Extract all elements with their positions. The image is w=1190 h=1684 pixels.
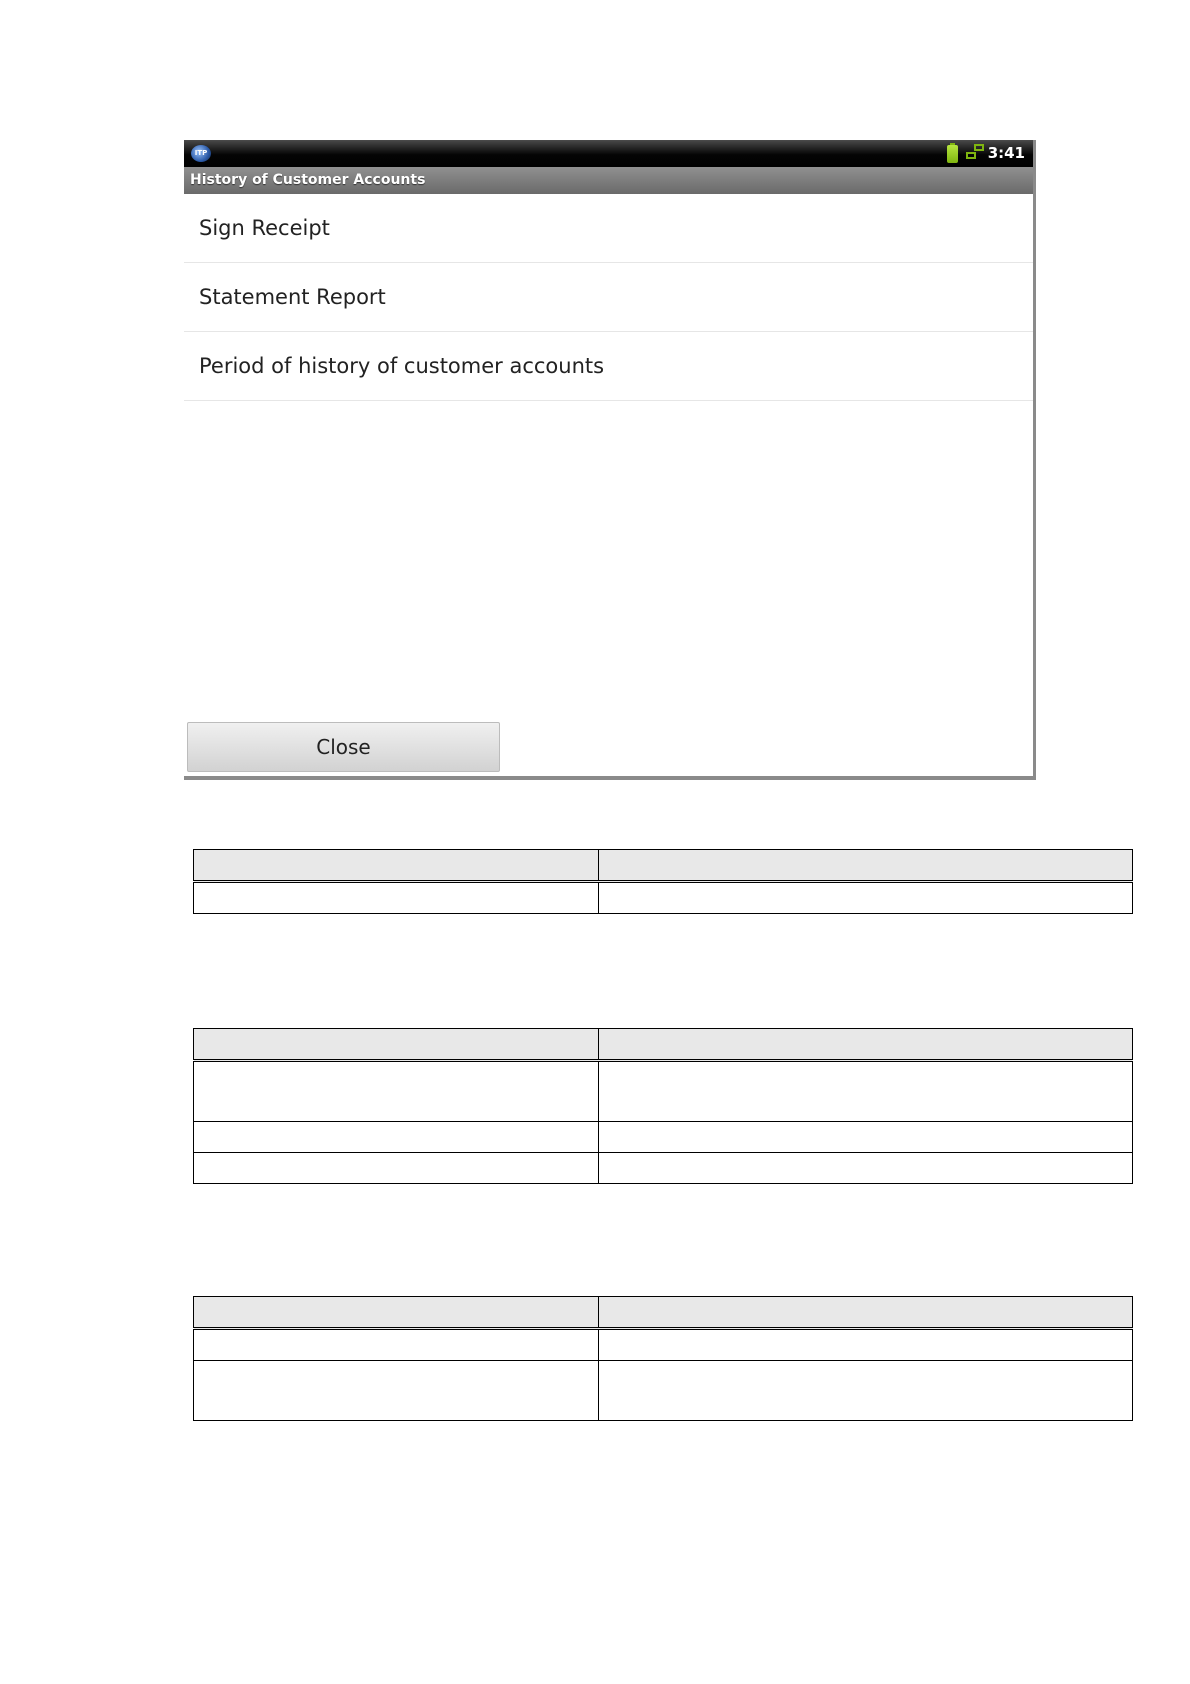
table-cell xyxy=(194,1329,599,1361)
status-bar xyxy=(184,140,1033,167)
table-cell xyxy=(599,882,1133,914)
table-header-row xyxy=(194,1297,1133,1329)
table-cell xyxy=(599,1122,1133,1153)
table-cell xyxy=(194,882,599,914)
device-screenshot xyxy=(184,140,1036,780)
doc-table-3 xyxy=(193,1296,1133,1421)
doc-table-2 xyxy=(193,1028,1133,1184)
header-cell xyxy=(194,1029,599,1061)
table-cell xyxy=(194,1153,599,1184)
table-cell xyxy=(599,1329,1133,1361)
table-row xyxy=(194,1061,1133,1122)
header-cell xyxy=(599,1297,1133,1329)
close-button[interactable]: Close xyxy=(187,722,500,772)
header-cell xyxy=(194,850,599,882)
header-cell xyxy=(194,1297,599,1329)
table-header-row xyxy=(194,1029,1133,1061)
table-cell xyxy=(599,1061,1133,1122)
app-globe-icon: ITP xyxy=(191,145,211,162)
header-cell xyxy=(599,1029,1133,1061)
network-icon xyxy=(966,144,986,162)
table-cell xyxy=(194,1361,599,1421)
menu-item-sign-receipt[interactable]: Sign Receipt xyxy=(184,194,1033,263)
table-row xyxy=(194,1361,1133,1421)
table-header-row xyxy=(194,850,1133,882)
table-cell xyxy=(599,1153,1133,1184)
table-cell xyxy=(194,1061,599,1122)
table-cell xyxy=(194,1122,599,1153)
menu-item-period-history[interactable]: Period of history of customer accounts xyxy=(184,332,1033,401)
battery-icon xyxy=(947,145,958,163)
table-cell xyxy=(599,1361,1133,1421)
table-row xyxy=(194,1122,1133,1153)
table-row xyxy=(194,1329,1133,1361)
table-row xyxy=(194,882,1133,914)
menu-list xyxy=(184,194,1033,401)
menu-item-statement-report[interactable]: Statement Report xyxy=(184,263,1033,332)
status-clock: 3:41 xyxy=(987,144,1025,162)
table-row xyxy=(194,1153,1133,1184)
window-title: History of Customer Accounts xyxy=(184,167,1033,194)
doc-table-1 xyxy=(193,849,1133,914)
header-cell xyxy=(599,850,1133,882)
